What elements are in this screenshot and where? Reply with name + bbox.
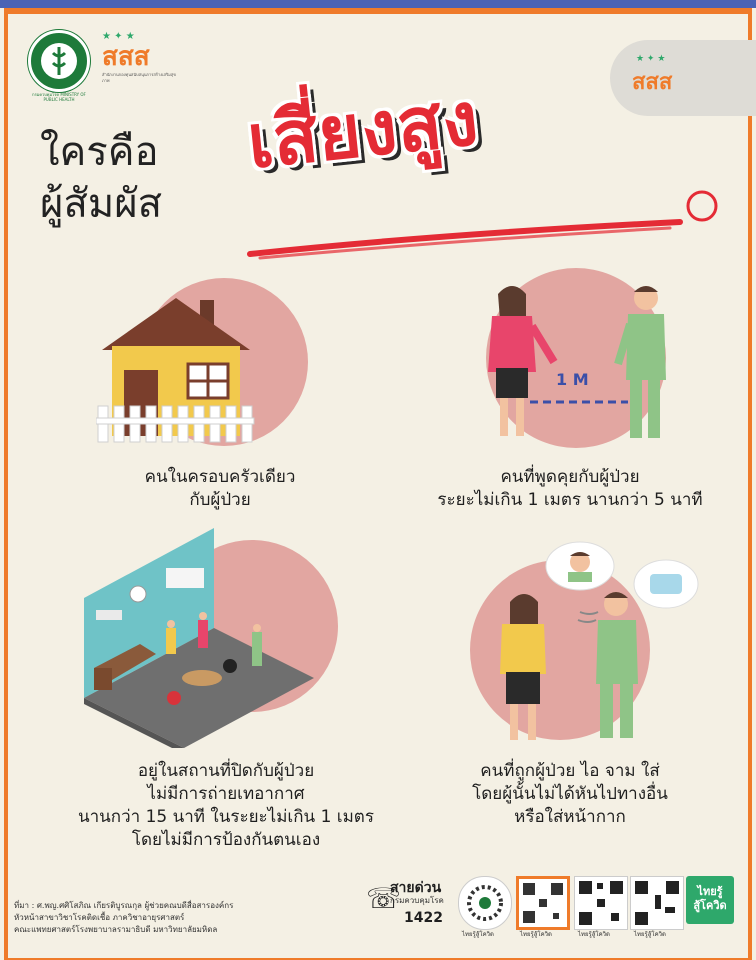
ministry-logo (28, 30, 90, 92)
qr-pattern-icon (631, 877, 683, 929)
top-bar (0, 0, 756, 8)
qr-caption-3: ไทยรู้สู้โควิด (578, 931, 610, 938)
house-icon (96, 290, 256, 450)
qr-code-1[interactable] (458, 876, 512, 930)
hotline-number[interactable]: 1422 (404, 910, 443, 926)
title-line1: ใครคือ (40, 129, 159, 175)
panel1-caption-line2: กับผู้ป่วย (189, 490, 251, 510)
source-credit (14, 900, 394, 936)
panel3-caption-line1: อยู่ในสถานที่ปิดกับผู้ป่วย (137, 761, 315, 781)
qr-caption-1: ไทยรู้สู้โควิด (462, 931, 494, 938)
thai-logo-line1: ไทยรู้ (697, 885, 723, 898)
panel3-caption-line4: โดยไม่มีการป้องกันตนเอง (131, 830, 321, 850)
hotline-label: สายด่วน (390, 880, 442, 896)
phone-icon: ☏ (366, 882, 402, 915)
source-line1: ที่มา : ศ.พญ.ศศิโสภิณ เกียรติบูรณกุล ผู้ช่วยคณบดีสื่อสารองค์กร (14, 901, 234, 910)
thai-logo-line2: สู้โควิด (693, 899, 727, 912)
thai-covid-logo (686, 876, 734, 924)
sss-logo (102, 32, 182, 92)
sss-logo-stars-icon: ★ ✦ ★ (102, 31, 135, 42)
qr-pattern-icon (575, 877, 627, 929)
source-line3: คณะแพทยศาสตร์โรงพยาบาลรามาธิบดี มหาวิทยาลัยมหิดล (14, 925, 218, 934)
closed-room-icon (84, 528, 324, 748)
title-highlight: เสี่ยงสูง (243, 75, 483, 186)
distance-label: 1 M (556, 370, 589, 389)
hotline-sub: กรมควบคุมโรค (390, 896, 444, 905)
title-line2: ผู้สัมผัส (40, 181, 163, 227)
panel4-caption-line1: คนที่ถูกผู้ป่วย ไอ จาม ใส่ (480, 761, 660, 781)
panel3-caption-line2: ไม่มีการถ่ายเทอากาศ (147, 784, 305, 804)
qr-pattern-icon (519, 879, 567, 927)
qr-code-2[interactable] (516, 876, 570, 930)
sss-logo-text: สสส (102, 42, 150, 72)
qr-caption-4: ไทยรู้สู้โควิด (634, 931, 666, 938)
panel1-caption-line1: คนในครอบครัวเดียว (144, 467, 296, 487)
two-people-distance-icon (470, 280, 690, 450)
corner-logo-badge (610, 40, 756, 116)
coughing-people-icon (480, 534, 710, 744)
caduceus-icon (31, 33, 87, 89)
source-line2: หัวหน้าสาขาวิชาโรคติดเชื้อ ภาควิชาอายุรศาสตร์ (14, 913, 185, 922)
panel1-caption (80, 466, 360, 512)
brush-stroke-underline (240, 184, 740, 264)
panel3-caption-line3: นานกว่า 15 นาที ในระยะไม่เกิน 1 เมตร (78, 807, 374, 827)
qr-code-3[interactable] (574, 876, 628, 930)
corner-logo-text: สสส (632, 70, 673, 95)
qr-caption-2: ไทยรู้สู้โควิด (520, 931, 552, 938)
panel4-caption-line2: โดยผู้นั้นไม่ได้หันไปทางอื่น (472, 784, 668, 804)
sss-logo-subtext: สำนักงานกองทุนสนับสนุนการสร้างเสริมสุขภาพ (102, 72, 176, 83)
qr-pattern-icon (459, 877, 511, 929)
panel4-caption (410, 760, 730, 829)
panel2-caption-line1: คนที่พูดคุยกับผู้ป่วย (500, 467, 640, 487)
corner-stars-icon: ★ ✦ ★ (636, 54, 666, 64)
panel3-caption (36, 760, 416, 852)
qr-code-4[interactable] (630, 876, 684, 930)
panel2-caption (388, 466, 752, 512)
panel2-caption-line2: ระยะไม่เกิน 1 เมตร นานกว่า 5 นาที (437, 490, 703, 510)
panel4-caption-line3: หรือใส่หน้ากาก (514, 807, 626, 827)
ministry-logo-caption: กรมควบคุมโรค MINISTRY OF PUBLIC HEALTH (32, 92, 86, 102)
